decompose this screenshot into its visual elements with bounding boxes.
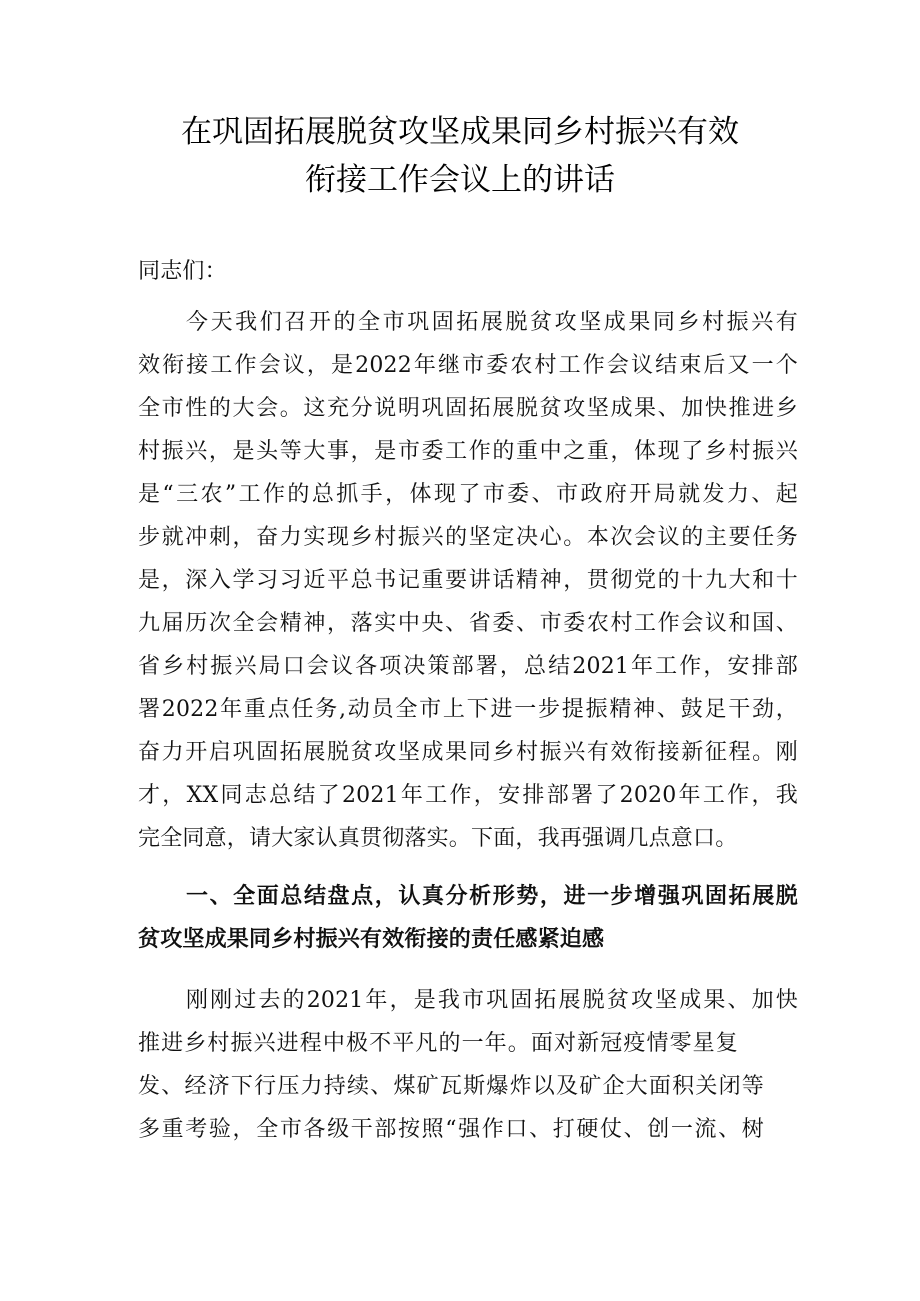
- paragraph-line: 效衔接工作会议，是2022年继市委农村工作会议结束后又一个: [138, 353, 798, 378]
- paragraph-line: 推进乡村振兴进程中极不平凡的一年。面对新冠疫情零星复: [138, 1031, 738, 1056]
- paragraph-line: 发、经济下行压力持续、煤矿瓦斯爆炸以及矿企大面积关闭等: [138, 1074, 764, 1099]
- paragraph-line: 村振兴，是头等大事，是市委工作的重中之重，体现了乡村振兴: [138, 439, 798, 464]
- paragraph-line: 今天我们召开的全市巩固拓展脱贫攻坚成果同乡村振兴有: [186, 310, 798, 335]
- salutation: 同志们：: [138, 259, 227, 284]
- section-heading-line: 贫攻坚成果同乡村振兴有效衔接的责任感紧迫感: [138, 927, 605, 952]
- paragraph-line: 刚刚过去的2021年，是我市巩固拓展脱贫攻坚成果、加快: [186, 988, 798, 1013]
- paragraph-line: 才，XX同志总结了2021年工作，安排部署了2020年工作，我: [138, 783, 798, 808]
- paragraph-line: 九届历次全会精神，落实中央、省委、市委农村工作会议和国、: [138, 611, 798, 636]
- paragraph-line: 完全同意，请大家认真贯彻落实。下面，我再强调几点意口。: [138, 826, 738, 851]
- paragraph-line: 是“三农”工作的总抓手，体现了市委、市政府开局就发力、起: [138, 482, 798, 507]
- paragraph-line: 多重考验，全市各级干部按照“强作口、打硬仗、创一流、树: [138, 1117, 764, 1142]
- section-heading-line: 一、全面总结盘点，认真分析形势，进一步增强巩固拓展脱: [186, 884, 798, 909]
- paragraph-line: 是，深入学习习近平总书记重要讲话精神，贯彻党的十九大和十: [138, 568, 798, 593]
- document-title-line-1: 在巩固拓展脱贫攻坚成果同乡村振兴有效: [181, 114, 739, 150]
- paragraph-line: 全市性的大会。这充分说明巩固拓展脱贫攻坚成果、加快推进乡: [138, 396, 798, 421]
- paragraph-line: 省乡村振兴局口会议各项决策部署，总结2021年工作，安排部: [138, 654, 798, 679]
- paragraph-line: 署2022年重点任务,动员全市上下进一步提振精神、鼓足干劲，: [138, 697, 798, 722]
- paragraph-line: 步就冲刺，奋力实现乡村振兴的坚定决心。本次会议的主要任务: [138, 525, 798, 550]
- paragraph-line: 奋力开启巩固拓展脱贫攻坚成果同乡村振兴有效衔接新征程。刚: [138, 740, 798, 765]
- document-title-line-2: 衔接工作会议上的讲话: [305, 162, 615, 198]
